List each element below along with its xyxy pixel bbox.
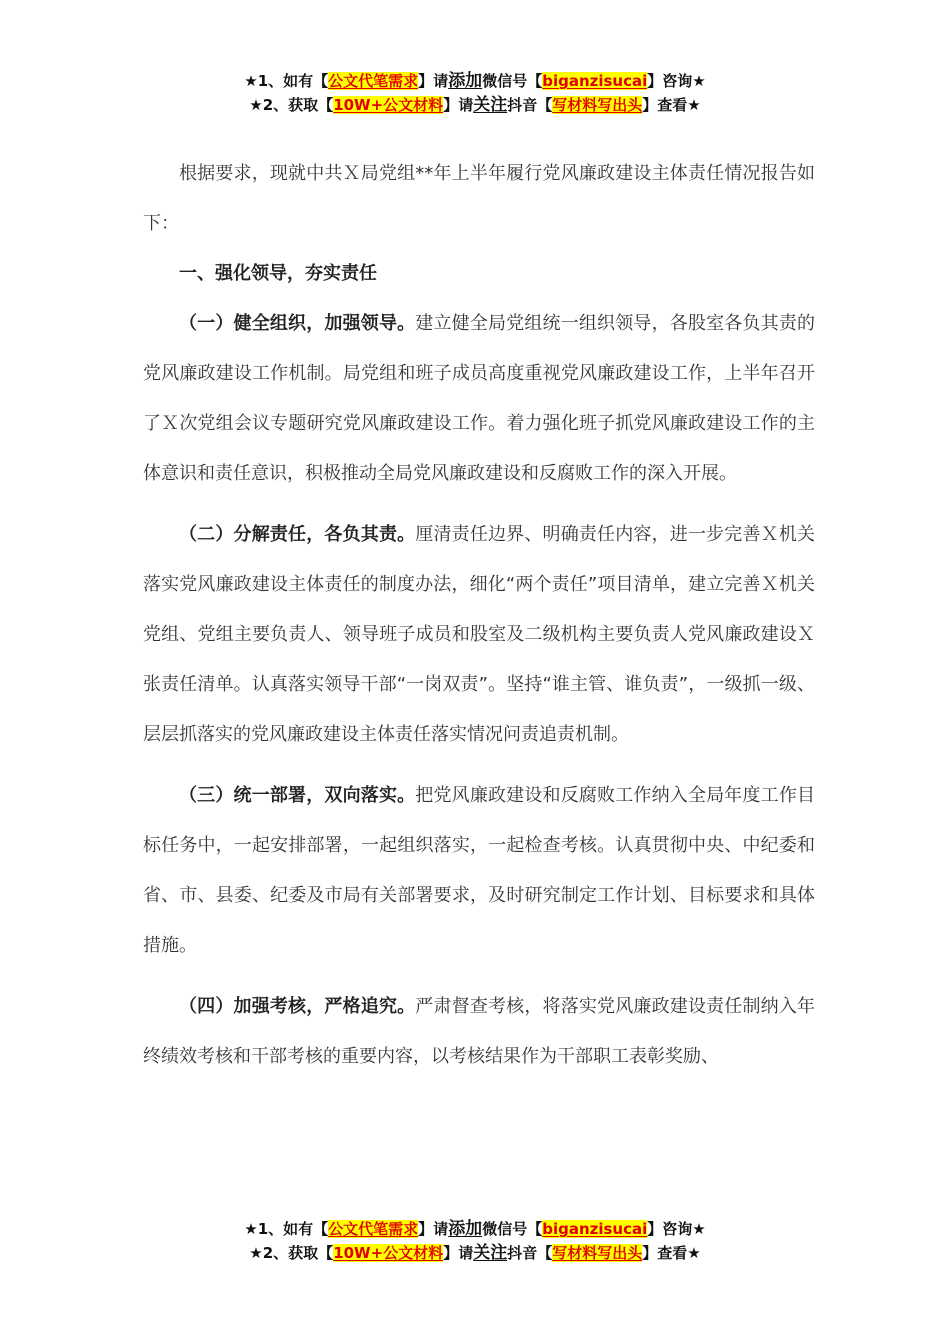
promo-text: ★2、获取【: [249, 96, 334, 114]
promo-text: 】咨询★: [647, 1220, 706, 1238]
promo-banner-top: [0, 69, 950, 117]
promo-highlight: 公文代笔需求: [328, 72, 419, 90]
paragraph-text: 把党风廉政建设和反腐败工作纳入全局年度工作目标任务中，一起安排部署，一起组织落实，一起检查考核。认真贯彻中央、中纪委和省、市、县委、纪委及市局有关部署要求，及时研究制定工作计划、目标要求和具体措施。: [143, 785, 816, 956]
wechat-id-highlight: biganzisucai: [542, 72, 648, 90]
paragraph-text: 建立健全局党组统一组织领导，各股室各负其责的党风廉政建设工作机制。局党组和班子成员高度重视党风廉政建设工作，上半年召开了Ｘ次党组会议专题研究党风廉政建设工作。着力强化班子抓党风廉政建设工作的主体意识和责任意识，积极推动全局党风廉政建设和反腐败工作的深入开展。: [143, 313, 816, 484]
promo-text: 抖音【: [507, 96, 553, 114]
promo-emphasis: 关注: [473, 95, 508, 115]
promo-text: ★1、如有【: [244, 1220, 329, 1238]
promo-text: 微信号【: [482, 72, 543, 90]
promo-text: 】请: [418, 1220, 449, 1238]
promo-line-1: [0, 1217, 950, 1241]
douyin-id-highlight: 写材料写出头: [552, 96, 643, 114]
wechat-id-highlight: biganzisucai: [542, 1220, 648, 1238]
promo-text: 】查看★: [642, 96, 701, 114]
paragraph-lead: （一）健全组织，加强领导。: [179, 313, 416, 334]
promo-text: 】请: [418, 72, 449, 90]
promo-highlight: 10W+公文材料: [333, 96, 444, 114]
promo-emphasis: 添加: [448, 1219, 483, 1239]
paragraph-item-4: [143, 982, 815, 1082]
document-body: [143, 149, 815, 1082]
promo-line-1: [0, 69, 950, 93]
promo-highlight: 公文代笔需求: [328, 1220, 419, 1238]
douyin-id-highlight: 写材料写出头: [552, 1244, 643, 1262]
promo-highlight: 10W+公文材料: [333, 1244, 444, 1262]
paragraph-item-1: [143, 299, 815, 499]
paragraph-item-3: [143, 771, 815, 971]
intro-paragraph: 根据要求，现就中共Ｘ局党组**年上半年履行党风廉政建设主体责任情况报告如下：: [143, 163, 815, 234]
paragraph-text: 厘清责任边界、明确责任内容，进一步完善Ｘ机关落实党风廉政建设主体责任的制度办法，细化“两个责任”项目清单，建立完善Ｘ机关党组、党组主要负责人、领导班子成员和股室及二级机构主要负责人党风廉政建设Ｘ张责任清单。认真落实领导干部“一岗双责”。坚持“谁主管、谁负责”，一级抓一级、层层抓落实的党风廉政建设主体责任落实情况问责追责机制。: [143, 524, 816, 745]
paragraph-item-2: [143, 510, 815, 760]
paragraph-lead: （三）统一部署，双向落实。: [179, 785, 416, 806]
paragraph-lead: （四）加强考核，严格追究。: [179, 996, 416, 1017]
promo-text: 】查看★: [642, 1244, 701, 1262]
promo-text: 】咨询★: [647, 72, 706, 90]
promo-text: 】请: [443, 96, 474, 114]
promo-text: ★2、获取【: [249, 1244, 334, 1262]
promo-line-2: [0, 1241, 950, 1265]
promo-line-2: [0, 93, 950, 117]
section-heading: 一、强化领导，夯实责任: [179, 263, 377, 284]
promo-text: 微信号【: [482, 1220, 543, 1238]
paragraph-lead: （二）分解责任，各负其责。: [179, 524, 416, 545]
promo-banner-bottom: [0, 1217, 950, 1265]
promo-text: ★1、如有【: [244, 72, 329, 90]
paragraph-text: 严肃督查考核，将落实党风廉政建设责任制纳入年终绩效考核和干部考核的重要内容，以考核结果作为干部职工表彰奖励、: [143, 996, 816, 1067]
promo-text: 抖音【: [507, 1244, 553, 1262]
promo-text: 】请: [443, 1244, 474, 1262]
promo-emphasis: 关注: [473, 1243, 508, 1263]
promo-emphasis: 添加: [448, 71, 483, 91]
